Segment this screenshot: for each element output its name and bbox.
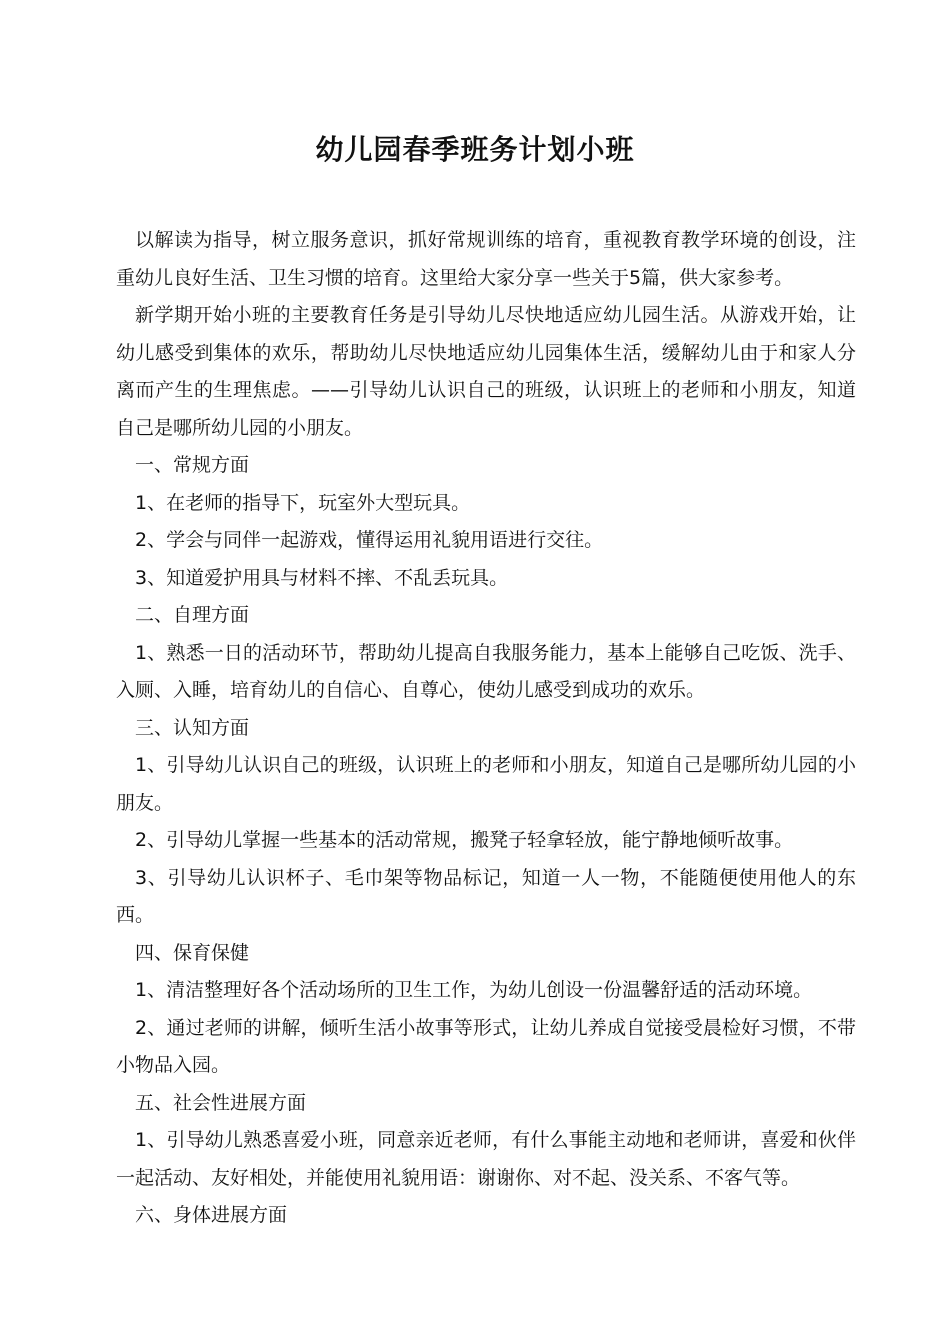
- list-item: 3、引导幼儿认识杯子、毛巾架等物品标记，知道一人一物，不能随便使用他人的东西。: [116, 866, 856, 926]
- list-item: 1、在老师的指导下，玩室外大型玩具。: [135, 491, 471, 514]
- list-item: 2、引导幼儿掌握一些基本的活动常规，搬凳子轻拿轻放，能宁静地倾听故事。: [135, 829, 794, 851]
- list-item: 2、学会与同伴一起游戏，懂得运用礼貌用语进行交往。: [135, 529, 604, 551]
- list-item: 1、引导幼儿认识自己的班级，认识班上的老师和小朋友，知道自己是哪所幼儿园的小朋友。: [116, 754, 856, 814]
- section-heading-health: 四、保育保健: [135, 941, 250, 964]
- document-title: 幼儿园春季班务计划小班: [315, 133, 635, 166]
- section-heading-physical: 六、身体进展方面: [135, 1204, 288, 1226]
- list-item: 1、清洁整理好各个活动场所的卫生工作，为幼儿创设一份温馨舒适的活动环境。: [135, 979, 813, 1001]
- list-item: 1、引导幼儿熟悉喜爱小班，同意亲近老师，有什么事能主动地和老师讲，喜爱和伙伴一起活动、友好相处，并能使用礼貌用语：谢谢你、对不起、没关系、不客气等。: [116, 1129, 856, 1189]
- section-heading-social: 五、社会性进展方面: [135, 1091, 307, 1114]
- list-item: 3、知道爱护用具与材料不摔、不乱丢玩具。: [135, 566, 509, 589]
- document-body: [116, 222, 856, 1235]
- section-heading-self-care: 二、自理方面: [135, 604, 250, 626]
- section-heading-routine: 一、常规方面: [135, 454, 250, 476]
- intro-paragraph: 以解读为指导，树立服务意识，抓好常规训练的培育，重视教育教学环境的创设，注重幼儿良好生活、卫生习惯的培育。这里给大家分享一些关于5篇，供大家参考。: [116, 229, 856, 289]
- overview-paragraph: 新学期开始小班的主要教育任务是引导幼儿尽快地适应幼儿园生活。从游戏开始，让幼儿感受到集体的欢乐，帮助幼儿尽快地适应幼儿园集体生活，缓解幼儿由于和家人分离而产生的生理焦虑。——引导幼儿认识自己的班级，认识班上的老师和小朋友，知道自己是哪所幼儿园的小朋友。: [116, 304, 856, 439]
- list-item: 2、通过老师的讲解，倾听生活小故事等形式，让幼儿养成自觉接受晨检好习惯，不带小物品入园。: [116, 1016, 856, 1076]
- list-item: 1、熟悉一日的活动环节，帮助幼儿提高自我服务能力，基本上能够自己吃饭、洗手、入厕、入睡，培育幼儿的自信心、自尊心，使幼儿感受到成功的欢乐。: [116, 641, 856, 701]
- section-heading-cognition: 三、认知方面: [135, 716, 250, 739]
